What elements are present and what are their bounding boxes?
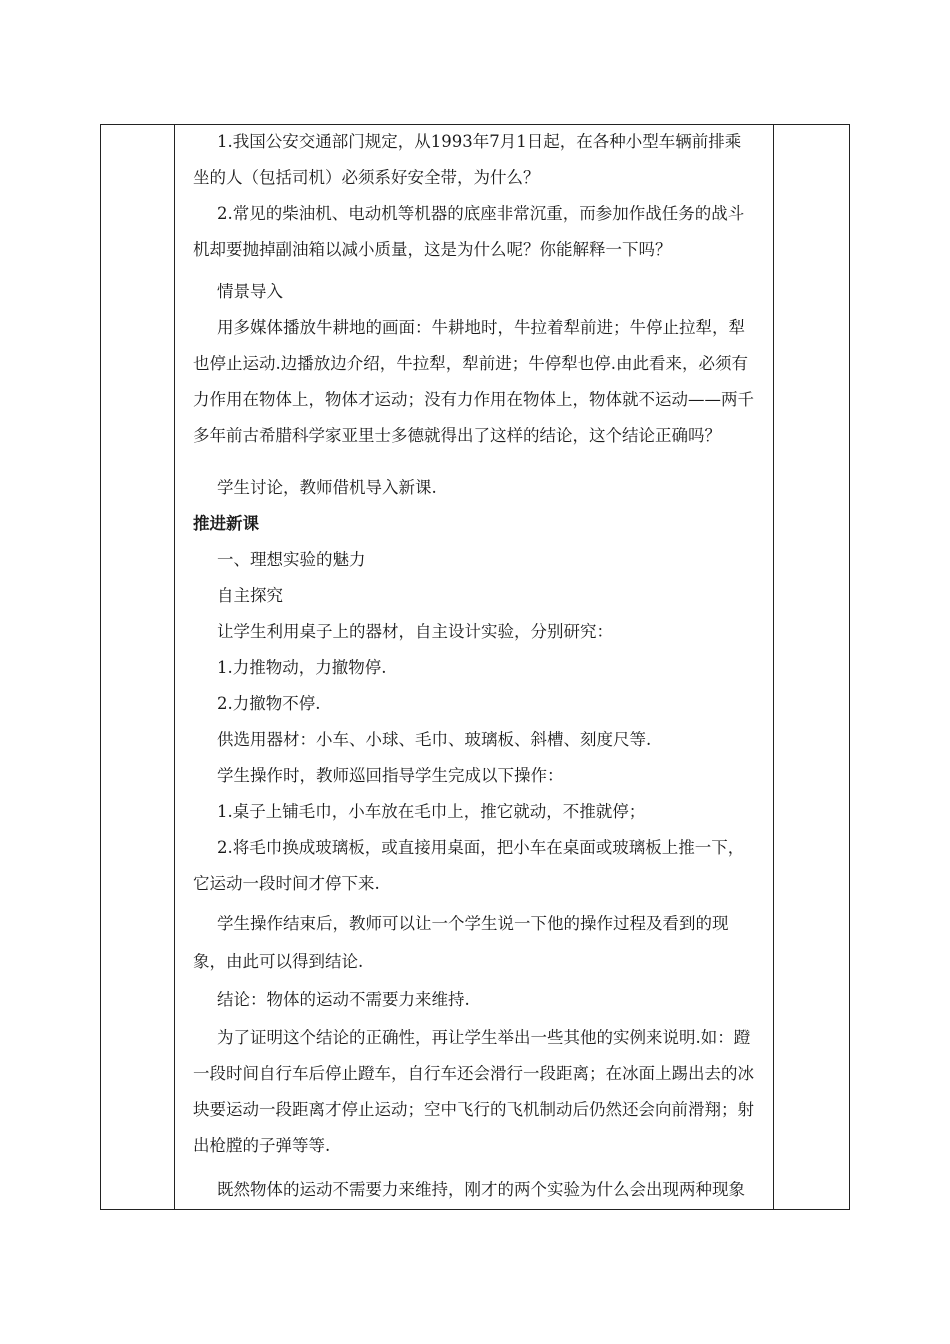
paragraph-line: 既然物体的运动不需要力来维持，刚才的两个实验为什么会出现两种现象: [217, 1180, 745, 1199]
list-item: 2.将毛巾换成玻璃板，或直接用桌面，把小车在桌面或玻璃板上推一下，: [217, 838, 745, 857]
conclusion-line: 结论：物体的运动不需要力来维持.: [217, 990, 470, 1009]
list-item: 2.力撤物不停.: [217, 694, 321, 713]
paragraph-line: 2.常见的柴油机、电动机等机器的底座非常沉重，而参加作战任务的战斗: [217, 204, 745, 223]
subsection-heading: 自主探究: [217, 586, 283, 605]
paragraph-line: 1.我国公安交通部门规定，从1993年7月1日起，在各种小型车辆前排乘: [217, 132, 742, 151]
paragraph-line: 机却要抛掉副油箱以减小质量，这是为什么呢？你能解释一下吗？: [193, 240, 672, 259]
section-heading-new-lesson: 推进新课: [193, 514, 259, 533]
list-item: 1.桌子上铺毛巾，小车放在毛巾上，推它就动，不推就停；: [217, 802, 646, 821]
paragraph-line: 出枪膛的子弹等等.: [193, 1136, 331, 1155]
paragraph-line: 多年前古希腊科学家亚里士多德就得出了这样的结论，这个结论正确吗？: [193, 426, 721, 445]
paragraph-line: 供选用器材：小车、小球、毛巾、玻璃板、斜槽、刻度尺等.: [217, 730, 652, 749]
section-heading-scenario: 情景导入: [217, 282, 283, 301]
paragraph-line: 学生操作结束后，教师可以让一个学生说一下他的操作过程及看到的现: [217, 914, 729, 933]
list-item: 1.力推物动，力撤物停.: [217, 658, 387, 677]
paragraph-line: 它运动一段时间才停下来.: [193, 874, 380, 893]
paragraph-line: 块要运动一段距离才停止运动；空中飞行的飞机制动后仍然还会向前滑翔；射: [193, 1100, 754, 1119]
paragraph-line: 力作用在物体上，物体才运动；没有力作用在物体上，物体就不运动——两千: [193, 390, 754, 409]
paragraph-line: 学生讨论，教师借机导入新课.: [217, 478, 437, 497]
paragraph-line: 用多媒体播放牛耕地的画面：牛耕地时，牛拉着犁前进；牛停止拉犁，犁: [217, 318, 745, 337]
paragraph-line: 一段时间自行车后停止蹬车，自行车还会滑行一段距离；在冰面上踢出去的冰: [193, 1064, 754, 1083]
paragraph-line: 让学生利用桌子上的器材，自主设计实验，分别研究：: [217, 622, 613, 641]
paragraph-line: 坐的人（包括司机）必须系好安全带，为什么？: [193, 168, 540, 187]
paragraph-line: 学生操作时，教师巡回指导学生完成以下操作：: [217, 766, 564, 785]
paragraph-line: 为了证明这个结论的正确性，再让学生举出一些其他的实例来说明.如：蹬: [217, 1028, 751, 1047]
paragraph-line: 象，由此可以得到结论.: [193, 952, 364, 971]
subsection-heading: 一、理想实验的魅力: [217, 550, 366, 569]
right-column-divider: [773, 125, 774, 1209]
paragraph-line: 也停止运动.边播放边介绍，牛拉犁，犁前进；牛停犁也停.由此看来，必须有: [193, 354, 748, 373]
